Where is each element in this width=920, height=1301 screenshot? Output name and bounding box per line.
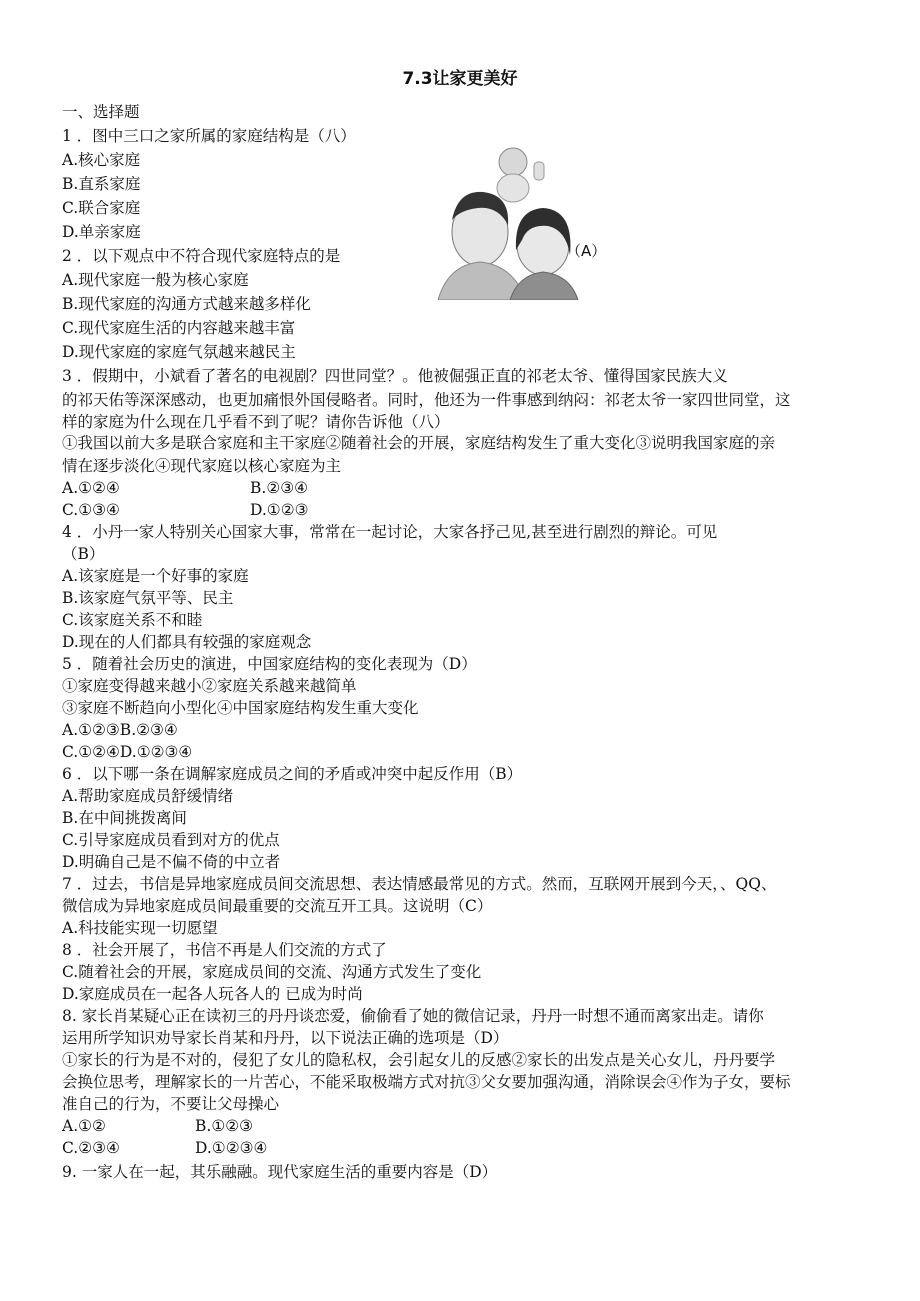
option-line: C.随着社会的开展，家庭成员间的交流、沟通方式发生了变化 — [62, 963, 482, 981]
option-a: A.①②④ — [62, 479, 120, 497]
question-line: 8. 家长肖某疑心正在读初三的丹丹谈恋爱，偷偷看了她的微信记录，丹丹一时想不通而离家出走。请你 — [62, 1007, 764, 1025]
option-line: C.该家庭关系不和睦 — [62, 611, 203, 629]
figure-label: （A） — [566, 242, 607, 260]
answer-line: （B） — [62, 545, 105, 563]
option-line: A.现代家庭一般为核心家庭 — [62, 271, 249, 289]
option-line: A.该家庭是一个好事的家庭 — [62, 567, 249, 585]
statement-line: 情在逐步淡化④现代家庭以核心家庭为主 — [62, 457, 342, 475]
section-heading: 一、选择题 — [62, 103, 140, 121]
option-b: B.②③④ — [250, 479, 309, 497]
question-line: 6 ．以下哪一条在调解家庭成员之间的矛盾或冲突中起反作用（B） — [62, 765, 523, 783]
option-d: D.①②③④ — [195, 1139, 268, 1157]
option-line: C.引导家庭成员看到对方的优点 — [62, 831, 280, 849]
statement-line: ①我国以前大多是联合家庭和主干家庭②随着社会的开展，家庭结构发生了重大变化③说明我国家庭的亲 — [62, 434, 776, 452]
option-line: A.①②③B.②③④ — [62, 721, 178, 739]
option-line: B.直系家庭 — [62, 175, 141, 193]
option-d: D.①②③ — [250, 501, 309, 519]
option-line: C.现代家庭生活的内容越来越丰富 — [62, 319, 296, 337]
option-line: 8 ．社会开展了，书信不再是人们交流的方式了 — [62, 941, 387, 959]
option-c: C.①③④ — [62, 501, 120, 519]
option-line: D.现在的人们都具有较强的家庭观念 — [62, 633, 312, 651]
family-illustration — [438, 140, 648, 300]
page-title: 7.3让家更美好 — [402, 69, 518, 89]
option-line: D.单亲家庭 — [62, 223, 141, 241]
statement-line: ①家庭变得越来越小②家庭关系越来越简单 — [62, 677, 357, 695]
statement-line: ③家庭不断趋向小型化④中国家庭结构发生重大变化 — [62, 699, 419, 717]
question-line: 7 ．过去，书信是异地家庭成员间交流思想、表达情感最常见的方式。然而，互联网开展到今天，、QQ、 — [62, 875, 777, 893]
option-line: C.①②④D.①②③④ — [62, 743, 193, 761]
option-line: A.核心家庭 — [62, 151, 141, 169]
option-line: B.现代家庭的沟通方式越来越多样化 — [62, 295, 311, 313]
question-line: 运用所学知识劝导家长肖某和丹丹，以下说法正确的选项是（D） — [62, 1029, 509, 1047]
option-line: C.联合家庭 — [62, 199, 141, 217]
option-b: B.①②③ — [195, 1117, 254, 1135]
option-line: A.帮助家庭成员舒缓情绪 — [62, 787, 234, 805]
option-line: B.该家庭气氛平等、民主 — [62, 589, 234, 607]
option-c: C.②③④ — [62, 1139, 120, 1157]
question-line: 2 ．以下观点中不符合现代家庭特点的是 — [62, 247, 341, 265]
statement-line: 准自己的行为，不要让父母操心 — [62, 1095, 280, 1113]
statement-line: 会换位思考，理解家长的一片苦心，不能采取极端方式对抗③父女要加强沟通，消除误会④作为子女，要标 — [62, 1073, 791, 1091]
question-line: 9. 一家人在一起，其乐融融。现代家庭生活的重要内容是（D） — [62, 1163, 498, 1181]
option-line: D.现代家庭的家庭气氛越来越民主 — [62, 343, 296, 361]
option-line: B.在中间挑拨离间 — [62, 809, 187, 827]
option-line: D.明确自己是不偏不倚的中立者 — [62, 853, 281, 871]
statement-line: ①家长的行为是不对的，侵犯了女儿的隐私权，会引起女儿的反感②家长的出发点是关心女儿，丹丹要学 — [62, 1051, 776, 1069]
question-line: 5 ．随着社会历史的演进，中国家庭结构的变化表现为（D） — [62, 655, 477, 673]
question-line: 4 ．小丹一家人特别关心国家大事，常常在一起讨论，大家各抒己见,甚至进行剧烈的辩论。可见 — [62, 523, 718, 541]
option-a: A.①② — [62, 1117, 106, 1135]
option-line: D.家庭成员在一起各人玩各人的 已成为时尚 — [62, 985, 363, 1003]
question-line: 的祁天佑等深深感动，也更加痛恨外国侵略者。同时，他还为一件事感到纳闷：祁老太爷一家四世同堂，这 — [62, 391, 791, 409]
question-line: 3 ．假期中，小斌看了著名的电视剧？四世同堂？。他被倔强正直的祁老太爷、懂得国家民族大义 — [62, 367, 728, 385]
question-line: 1 ．图中三口之家所属的家庭结构是（八） — [62, 127, 356, 145]
option-line: A.科技能实现一切愿望 — [62, 919, 218, 937]
question-line: 样的家庭为什么现在几乎看不到了呢？请你告诉他（八） — [62, 413, 450, 431]
question-line: 微信成为异地家庭成员间最重要的交流互开工具。这说明（C） — [62, 897, 493, 915]
